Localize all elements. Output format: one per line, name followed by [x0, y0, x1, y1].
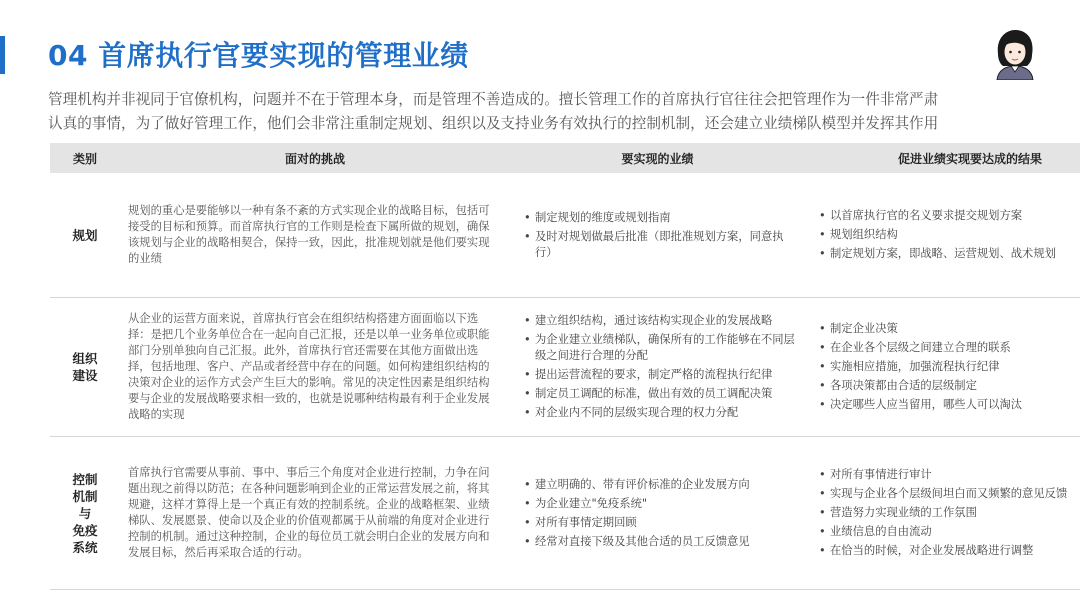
result-item: • 营造努力实现业绩的工作氛围	[819, 505, 1080, 521]
achievement-item: • 为企业建立"免疫系统"	[524, 496, 797, 512]
category-label: 建设	[72, 368, 98, 383]
result-item: • 制定企业决策	[819, 321, 1080, 337]
avatar-icon	[992, 28, 1038, 80]
category-label: 免疫	[72, 522, 98, 538]
category-cell	[50, 173, 120, 298]
title-accent-bar	[0, 36, 5, 74]
column-header-category: 类别	[50, 143, 120, 173]
challenge-cell: 从企业的运营方面来说，首席执行官会在组织结构搭建方面面临以下选择：是把几个业务单位合在一起向自己汇报，还是以单一业务单位或职能部门分别单独向自己汇报。此外，首席执行官还需要在其他方面做出选择，包括地理、客户、产品或者经营中存在的问题。如何构建组织结构的决策对企业的运作方式会产生巨大的影响。常见的决定性因素是组织结构要与企业的发展战略要求相一致的，也就是说哪种结构最有利于企业发展战略的实现	[120, 298, 510, 437]
result-item: • 在恰当的时候，对企业发展战略进行调整	[819, 543, 1080, 559]
achievement-item: • 经常对直接下级及其他合适的员工反馈意见	[524, 534, 797, 550]
category-label: 与	[78, 505, 92, 521]
results-cell	[805, 173, 1080, 298]
achievement-item: • 建立组织结构，通过该结构实现企业的发展战略	[524, 313, 797, 329]
table-header-row	[50, 143, 1080, 173]
challenge-cell: 规划的重心是要能够以一种有条不紊的方式实现企业的战略目标，包括可接受的目标和预算。而首席执行官的工作则是检查下属所做的规划，确保该规划与企业的战略相契合，保持一致，因此，批准规划就是他们要实现的业绩	[120, 173, 510, 298]
category-cell	[50, 298, 120, 437]
challenge-cell: 首席执行官需要从事前、事中、事后三个角度对企业进行控制，力争在问题出现之前得以防范；在各种问题影响到企业的正常运营发展之前，将其规避，这样才算得上是一个真正有效的控制系统。企业的战略框架、业绩梯队、发展愿景、使命以及企业的价值观都属于从前端的角度对企业进行控制的机制。通过这种控制，企业的每位员工就会明白企业的发展方向和发展目标，然后再采取合适的行动。	[120, 437, 510, 590]
intro-paragraph	[48, 88, 1048, 136]
category-cell	[50, 437, 120, 590]
result-item: • 以首席执行官的名义要求提交规划方案	[819, 208, 1080, 224]
category-label: 系统	[72, 539, 98, 555]
achievements-cell	[510, 437, 805, 590]
achievements-cell	[510, 173, 805, 298]
achievement-item: • 提出运营流程的要求，制定严格的流程执行纪律	[524, 367, 797, 383]
table-row-organization	[50, 298, 1080, 437]
achievement-item: • 制定规划的维度或规划指南	[524, 210, 797, 226]
category-label: 规划	[72, 227, 98, 243]
achievement-item: • 为企业建立业绩梯队，确保所有的工作能够在不同层级之间进行合理的分配	[524, 332, 797, 364]
result-item: • 规划组织结构	[819, 227, 1080, 243]
result-item: • 各项决策都由合适的层级制定	[819, 378, 1080, 394]
result-item: • 制定规划方案，即战略、运营规划、战术规划	[819, 246, 1080, 262]
result-item: • 实现与企业各个层级间坦白而又频繁的意见反馈	[819, 486, 1080, 502]
intro-line: 管理机构并非视同于官僚机构，问题并不在于管理本身，而是管理不善造成的。擅长管理工作的首席执行官往往会把管理作为一件非常严肃	[48, 91, 939, 108]
page-title: 04 首席执行官要实现的管理业绩	[48, 39, 469, 72]
category-label: 机制	[72, 488, 98, 504]
column-header-achievements: 要实现的业绩	[510, 143, 805, 173]
achievements-cell	[510, 298, 805, 437]
achievement-item: • 建立明确的、带有评价标准的企业发展方向	[524, 477, 797, 493]
result-item: • 实施相应措施，加强流程执行纪律	[819, 359, 1080, 375]
result-item: • 对所有事情进行审计	[819, 467, 1080, 483]
column-header-results: 促进业绩实现要达成的结果	[805, 143, 1080, 173]
category-label: 控制	[72, 471, 98, 487]
result-item: • 决定哪些人应当留用，哪些人可以淘汰	[819, 397, 1080, 413]
results-cell	[805, 298, 1080, 437]
result-item: • 在企业各个层级之间建立合理的联系	[819, 340, 1080, 356]
table-row-planning	[50, 173, 1080, 298]
column-header-challenge: 面对的挑战	[120, 143, 510, 173]
achievement-item: • 对企业内不同的层级实现合理的权力分配	[524, 405, 797, 421]
table-row-control-mechanism	[50, 437, 1080, 590]
results-cell	[805, 437, 1080, 590]
achievement-item: • 对所有事情定期回顾	[524, 515, 797, 531]
management-performance-table	[50, 143, 1080, 590]
achievement-item: • 制定员工调配的标准，做出有效的员工调配决策	[524, 386, 797, 402]
result-item: • 业绩信息的自由流动	[819, 524, 1080, 540]
intro-line: 认真的事情，为了做好管理工作，他们会非常注重制定规划、组织以及支持业务有效执行的控制机制，还会建立业绩梯队模型并发挥其作用	[48, 115, 939, 132]
achievement-item: • 及时对规划做最后批准（即批准规划方案，同意执行）	[524, 229, 797, 261]
category-label: 组织	[72, 351, 98, 366]
